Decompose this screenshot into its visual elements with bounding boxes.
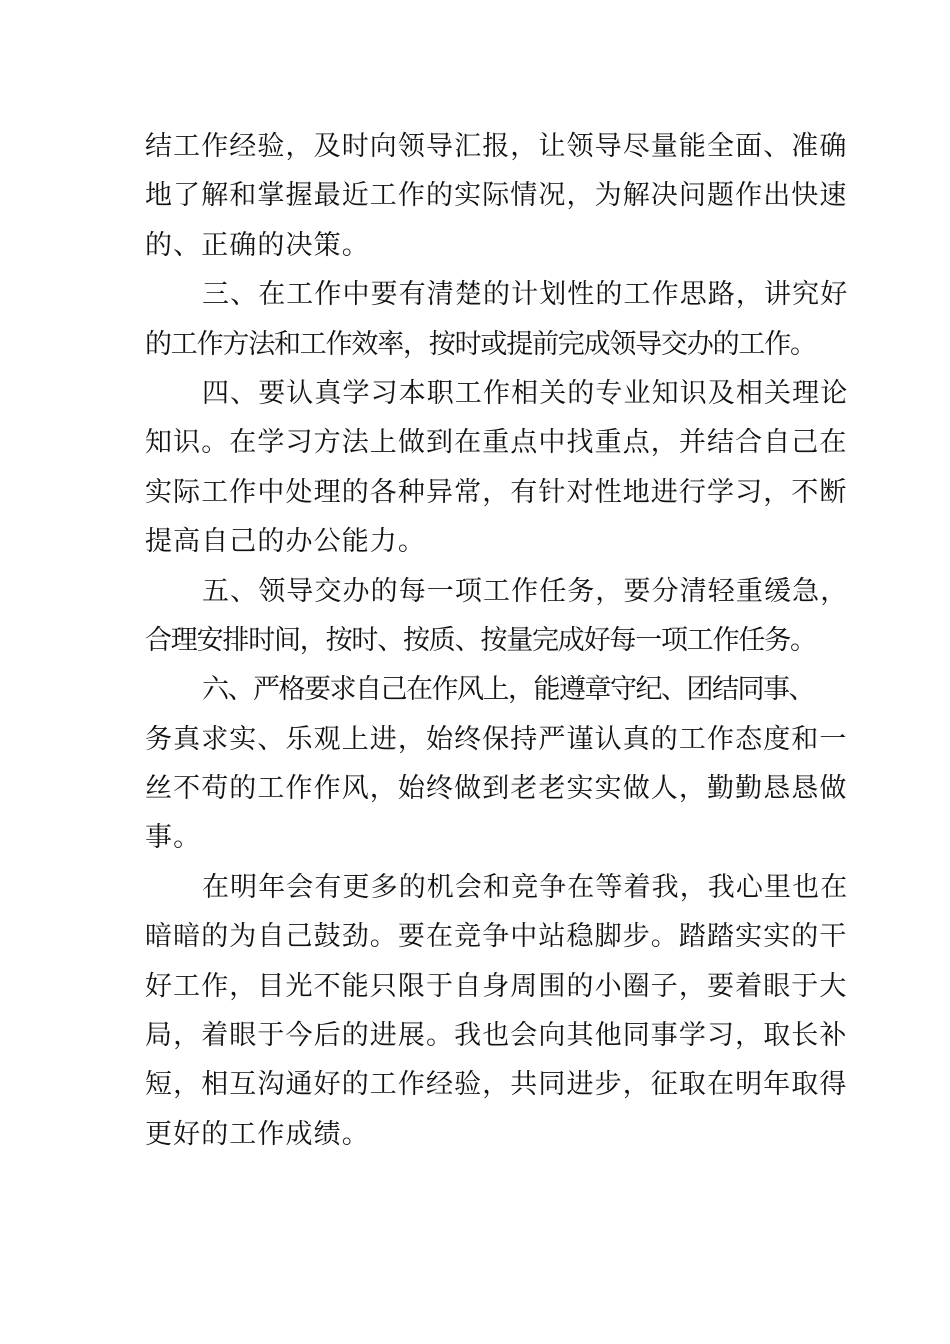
paragraph-item-three xyxy=(145,270,849,369)
text-line: 事。 xyxy=(145,822,202,854)
text-line: 三、在工作中要有清楚的计划性的工作思路，讲究好 xyxy=(202,279,849,311)
text-line: 短，相互沟通好的工作经验，共同进步，征取在明年取得 xyxy=(145,1069,848,1101)
text-line: 五、领导交办的每一项工作任务，要分清轻重缓急， xyxy=(202,575,849,607)
text-line: 务真求实、乐观上进，始终保持严谨认真的工作态度和一 xyxy=(145,723,848,755)
text-line: 在明年会有更多的机会和竞争在等着我，我心里也在 xyxy=(202,871,849,903)
text-line: 提高自己的办公能力。 xyxy=(145,526,426,558)
paragraph-conclusion xyxy=(145,863,849,1159)
document-body xyxy=(145,122,849,1159)
text-line: 丝不苟的工作作风，始终做到老老实实做人，勤勤恳恳做 xyxy=(145,773,848,805)
text-line: 地了解和掌握最近工作的实际情况，为解决问题作出快速 xyxy=(145,180,848,212)
text-line: 暗暗的为自己鼓劲。要在竞争中站稳脚步。踏踏实实的干 xyxy=(145,921,848,953)
text-line: 的、正确的决策。 xyxy=(145,229,370,261)
text-line: 知识。在学习方法上做到在重点中找重点，并结合自己在 xyxy=(145,427,848,459)
paragraph-continuation xyxy=(145,122,848,270)
paragraph-item-five xyxy=(145,567,849,666)
text-line: 局，着眼于今后的进展。我也会向其他同事学习，取长补 xyxy=(145,1020,848,1052)
paragraph-item-six xyxy=(145,665,848,863)
text-line: 六、严格要求自己在作风上，能遵章守纪、团结同事、 xyxy=(202,674,814,706)
text-line: 四、要认真学习本职工作相关的专业知识及相关理论 xyxy=(202,377,849,409)
text-line: 的工作方法和工作效率，按时或提前完成领导交办的工作。 xyxy=(145,328,816,360)
text-line: 合理安排时间，按时、按质、按量完成好每一项工作任务。 xyxy=(145,624,816,656)
text-line: 结工作经验，及时向领导汇报，让领导尽量能全面、准确 xyxy=(145,131,848,162)
text-line: 更好的工作成绩。 xyxy=(145,1118,370,1150)
paragraph-item-four xyxy=(145,369,849,567)
text-line: 实际工作中处理的各种异常，有针对性地进行学习，不断 xyxy=(145,476,848,508)
text-line: 好工作，目光不能只限于自身周围的小圈子，要着眼于大 xyxy=(145,970,848,1002)
